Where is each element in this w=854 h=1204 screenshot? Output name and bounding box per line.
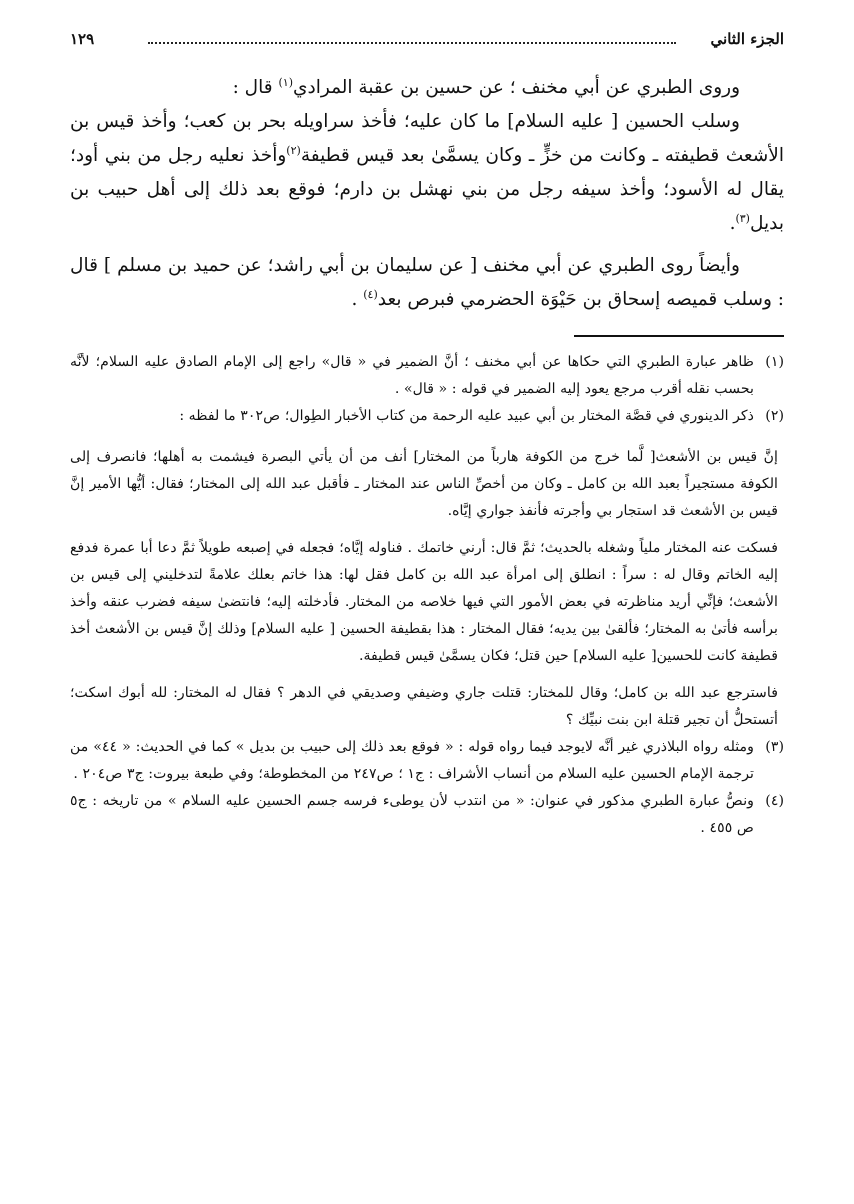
footnote-ref-2: (٢)	[286, 143, 301, 157]
footnote-3-text: ومثله رواه البلاذري غير أنَّه لايوجد فيما رواه قوله : « فوقع بعد ذلك إلى حبيب بن بديل » كما في الحديث: « ٤٤» من ترجمة الإمام الحسين عليه السلام من أنساب الأشراف : ج١ ؛ ص٢٤٧ من المخطوطة؛ وفي طبعة بيروت: ج٣ ص٢٠٤ .	[70, 739, 754, 782]
paragraph-1-end: قال :	[232, 77, 279, 98]
part-title: الجزء الثاني	[710, 30, 784, 48]
footnote-ref-3: (٣)	[735, 211, 750, 225]
page-number: ١٢٩	[70, 30, 95, 48]
footnote-3-number: (٣)	[765, 739, 784, 755]
paragraph-1	[70, 71, 784, 105]
footnote-2-number: (٢)	[765, 408, 784, 424]
book-page	[70, 26, 784, 1184]
paragraph-1-text: وروى الطبري عن أبي مخنف ؛ عن حسين بن عقبة المرادي	[293, 77, 740, 98]
main-text	[70, 71, 784, 317]
footnote-1	[70, 349, 784, 403]
paragraph-3-end: .	[351, 289, 364, 310]
footnote-ref-4: (٤)	[363, 287, 378, 301]
paragraph-2-end: .	[729, 213, 736, 234]
footnote-4-text: ونصُّ عبارة الطبري مذكور في عنوان: « من انتدب لأن يوطىء فرسه جسم الحسين عليه السلام » من تاريخه : ج٥ ص ٤٥٥ .	[70, 793, 754, 836]
running-header	[70, 26, 784, 61]
paragraph-3-text: وأيضاً روى الطبري عن أبي مخنف [ عن سليمان بن أبي راشد؛ عن حميد بن مسلم ] قال : وسلب قميصه إسحاق بن حَيْوَة الحضرمي فبرص بعد	[70, 255, 784, 310]
footnote-2-quote-1: إنَّ قيس بن الأشعث[ لَّما خرج من الكوفة هارباً من المختار] أنف من أن يأتي البصرة فيشمت به أهلها؛ فانصرف إلى الكوفة مستجيراً بعبد الله بن كامل ـ وكان من أخصِّ الناس عند المختار ـ فأقبل عبد الله إلى المختار؛ فقال: أيُّها الأمير إنَّ قيس بن الأشعث قد استجار بي وأجرته فأنفذ جواري إيَّاه.	[70, 449, 778, 519]
footnote-4	[70, 788, 784, 842]
paragraph-2	[70, 105, 784, 241]
paragraph-2-text-a: وسلب الحسين [ عليه السلام] ما كان عليه؛ فأخذ سراويله بحر بن كعب؛ وأخذ قيس بن الأشعث قطيفته ـ وكانت من خزٍّ ـ وكان يسمَّىٰ بعد قيس قطيفة	[70, 111, 784, 166]
footnote-2	[70, 403, 784, 430]
footnotes	[70, 349, 784, 842]
footnote-1-text: ظاهر عبارة الطبري التي حكاها عن أبي مخنف ؛ أنَّ الضمير في « قال» راجع إلى الإمام الصادق عليه السلام؛ لأنَّه بحسب نقله أقرب مرجع يعود إليه الضمير في قوله : « قال» .	[70, 354, 754, 397]
footnote-2-quote-2: فسكت عنه المختار ملياً وشغله بالحديث؛ ثمَّ قال: أرني خاتمك . فناوله إيَّاه؛ فجعله في إصبعه طويلاً ثمَّ دعا أبا عمرة فدفع إليه الخاتم وقال له : سراً : انطلق إلى امرأة عبد الله بن كامل فقل لها: هذا خاتم بعلك علامةً لتدخليني إلى قيس بن الأشعث؛ فإنِّي أريد مناظرته في بعض الأمور التي فيها خلاصه من المختار. فأدخلته إليه؛ فانتضىٰ سيفه فضرب عنقه وأخذ برأسه فأتىٰ به المختار؛ فألقىٰ بين يديه؛ فقال المختار : هذا بقطيفة الحسين [ عليه السلام] وذلك إنَّ قيس بن الأشعث أخذ قطيفة كانت للحسين[ عليه السلام] حين قتل؛ فكان يسمَّىٰ قيس قطيفة.	[70, 540, 778, 664]
footnote-separator	[574, 335, 784, 337]
footnote-3	[70, 734, 784, 788]
paragraph-3	[70, 249, 784, 317]
paragraph-2-text-b: وأخذ نعليه رجل من بني أود؛ يقال له الأسود؛ وأخذ سيفه رجل من بني نهشل بن دارم؛ فوقع بعد ذلك إلى أهل حبيب بن بديل	[70, 145, 784, 234]
footnote-1-number: (١)	[765, 354, 784, 370]
dot-leader	[148, 42, 676, 44]
footnote-2-quote-3: فاسترجع عبد الله بن كامل؛ وقال للمختار: قتلت جاري وضيفي وصديقي في الدهر ؟ فقال له المختار: لله أبوك اسكت؛ أتستحلُّ أن تجير قتلة ابن بنت نبيِّك ؟	[70, 685, 778, 728]
footnote-2-text: ذكر الدينوري في قصَّة المختار بن أبي عبيد عليه الرحمة من كتاب الأخبار الطِوال؛ ص٣٠٢ ما لفظه :	[179, 408, 754, 424]
footnote-4-number: (٤)	[765, 793, 784, 809]
footnote-ref-1: (١)	[278, 75, 293, 89]
